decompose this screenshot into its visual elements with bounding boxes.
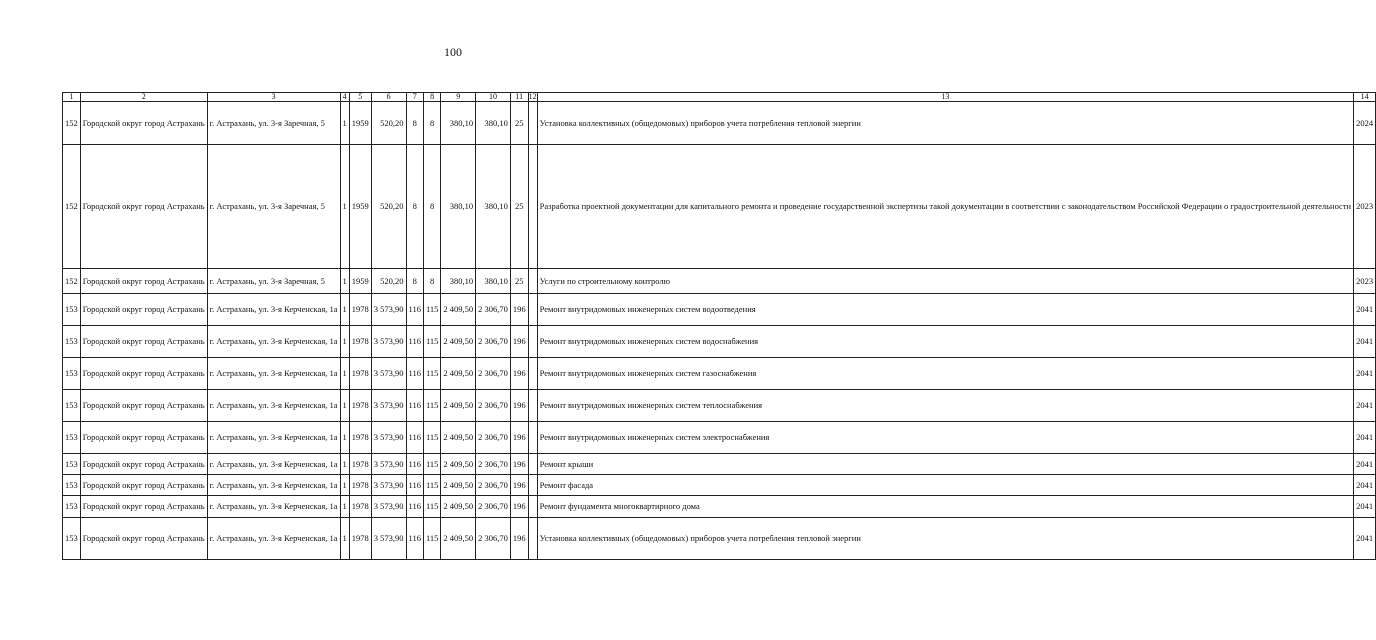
cell-work-type: Ремонт крыши [537, 454, 1353, 475]
cell-work-type: Разработка проектной документации для капитального ремонта и проведение государственной экспертизы такой документации в соответствии с законодательством Российской Федерации о градостроительной деятельности [537, 145, 1353, 269]
cell-col7: 116 [406, 390, 423, 422]
cell-col11: 25 [510, 269, 528, 294]
cell-plan-year: 2041 [1354, 326, 1376, 358]
cell-col12 [528, 475, 537, 496]
cell-col4: 1 [340, 518, 349, 560]
cell-row-number: 153 [63, 390, 81, 422]
cell-col11: 196 [510, 390, 528, 422]
cell-col11: 196 [510, 454, 528, 475]
cell-work-type: Ремонт внутридомовых инженерных систем водоотведения [537, 294, 1353, 326]
cell-row-number: 153 [63, 326, 81, 358]
cell-area: 520,20 [371, 145, 406, 269]
column-header: 10 [476, 93, 511, 102]
cell-build-year: 1978 [349, 358, 371, 390]
cell-row-number: 152 [63, 269, 81, 294]
cell-col7: 116 [406, 294, 423, 326]
cell-col7: 8 [406, 269, 423, 294]
cell-col9: 2 409,50 [441, 496, 476, 518]
cell-work-type: Установка коллективных (общедомовых) приборов учета потребления тепловой энергии [537, 102, 1353, 145]
column-header: 11 [510, 93, 528, 102]
cell-col10: 2 306,70 [476, 294, 511, 326]
table-row [63, 422, 1376, 454]
cell-col4: 1 [340, 390, 349, 422]
column-header: 2 [80, 93, 207, 102]
cell-col8: 115 [423, 454, 440, 475]
cell-col12 [528, 102, 537, 145]
cell-col10: 2 306,70 [476, 422, 511, 454]
cell-area: 3 573,90 [371, 422, 406, 454]
cell-address: г. Астрахань, ул. 3-я Заречная, 5 [207, 269, 340, 294]
cell-col9: 2 409,50 [441, 390, 476, 422]
cell-col4: 1 [340, 358, 349, 390]
cell-build-year: 1978 [349, 422, 371, 454]
cell-area: 520,20 [371, 102, 406, 145]
cell-municipality: Городской округ город Астрахань [80, 475, 207, 496]
cell-area: 520,20 [371, 269, 406, 294]
cell-col11: 196 [510, 326, 528, 358]
cell-plan-year: 2041 [1354, 454, 1376, 475]
cell-col12 [528, 454, 537, 475]
cell-row-number: 153 [63, 422, 81, 454]
cell-row-number: 153 [63, 294, 81, 326]
cell-municipality: Городской округ город Астрахань [80, 496, 207, 518]
cell-area: 3 573,90 [371, 358, 406, 390]
table-row [63, 145, 1376, 269]
column-header: 6 [371, 93, 406, 102]
cell-col12 [528, 358, 537, 390]
cell-municipality: Городской округ город Астрахань [80, 294, 207, 326]
cell-build-year: 1978 [349, 496, 371, 518]
table-row [63, 269, 1376, 294]
cell-col11: 196 [510, 294, 528, 326]
cell-address: г. Астрахань, ул. 3-я Керченская, 1а [207, 358, 340, 390]
cell-col9: 2 409,50 [441, 326, 476, 358]
cell-row-number: 153 [63, 358, 81, 390]
column-header: 5 [349, 93, 371, 102]
cell-plan-year: 2041 [1354, 518, 1376, 560]
cell-plan-year: 2023 [1354, 145, 1376, 269]
cell-col8: 115 [423, 358, 440, 390]
cell-col11: 196 [510, 518, 528, 560]
cell-area: 3 573,90 [371, 454, 406, 475]
cell-col11: 196 [510, 496, 528, 518]
cell-col7: 116 [406, 496, 423, 518]
cell-plan-year: 2041 [1354, 358, 1376, 390]
cell-work-type: Ремонт внутридомовых инженерных систем теплоснабжения [537, 390, 1353, 422]
cell-area: 3 573,90 [371, 518, 406, 560]
cell-row-number: 152 [63, 102, 81, 145]
cell-area: 3 573,90 [371, 294, 406, 326]
cell-build-year: 1959 [349, 102, 371, 145]
cell-address: г. Астрахань, ул. 3-я Заречная, 5 [207, 145, 340, 269]
cell-plan-year: 2023 [1354, 269, 1376, 294]
cell-col10: 2 306,70 [476, 390, 511, 422]
cell-address: г. Астрахань, ул. 3-я Керченская, 1а [207, 518, 340, 560]
cell-col12 [528, 294, 537, 326]
cell-col7: 116 [406, 454, 423, 475]
cell-col8: 115 [423, 496, 440, 518]
column-header: 7 [406, 93, 423, 102]
cell-area: 3 573,90 [371, 475, 406, 496]
cell-build-year: 1959 [349, 145, 371, 269]
column-header: 13 [537, 93, 1353, 102]
cell-municipality: Городской округ город Астрахань [80, 269, 207, 294]
table-row [63, 326, 1376, 358]
table-row [63, 358, 1376, 390]
table-row [63, 475, 1376, 496]
table-row [63, 390, 1376, 422]
cell-col10: 2 306,70 [476, 358, 511, 390]
cell-col7: 116 [406, 326, 423, 358]
cell-col7: 8 [406, 145, 423, 269]
cell-col10: 2 306,70 [476, 496, 511, 518]
cell-col12 [528, 518, 537, 560]
cell-col9: 2 409,50 [441, 475, 476, 496]
cell-plan-year: 2041 [1354, 496, 1376, 518]
cell-col10: 2 306,70 [476, 518, 511, 560]
cell-col8: 115 [423, 326, 440, 358]
cell-area: 3 573,90 [371, 390, 406, 422]
cell-address: г. Астрахань, ул. 3-я Керченская, 1а [207, 326, 340, 358]
cell-col4: 1 [340, 422, 349, 454]
cell-municipality: Городской округ город Астрахань [80, 102, 207, 145]
cell-row-number: 153 [63, 454, 81, 475]
cell-row-number: 153 [63, 496, 81, 518]
cell-col10: 380,10 [476, 102, 511, 145]
cell-work-type: Услуги по строительному контролю [537, 269, 1353, 294]
cell-municipality: Городской округ город Астрахань [80, 326, 207, 358]
table-row [63, 102, 1376, 145]
cell-plan-year: 2041 [1354, 475, 1376, 496]
cell-col11: 196 [510, 475, 528, 496]
cell-col7: 116 [406, 518, 423, 560]
cell-col8: 115 [423, 294, 440, 326]
cell-col8: 115 [423, 518, 440, 560]
cell-municipality: Городской округ город Астрахань [80, 518, 207, 560]
cell-col8: 115 [423, 422, 440, 454]
column-header: 9 [441, 93, 476, 102]
cell-col10: 380,10 [476, 145, 511, 269]
cell-col9: 2 409,50 [441, 454, 476, 475]
cell-municipality: Городской округ город Астрахань [80, 390, 207, 422]
cell-col10: 380,10 [476, 269, 511, 294]
cell-work-type: Установка коллективных (общедомовых) приборов учета потребления тепловой энергии [537, 518, 1353, 560]
cell-col9: 2 409,50 [441, 518, 476, 560]
cell-address: г. Астрахань, ул. 3-я Керченская, 1а [207, 454, 340, 475]
cell-build-year: 1978 [349, 294, 371, 326]
table-row [63, 294, 1376, 326]
cell-row-number: 153 [63, 475, 81, 496]
cell-address: г. Астрахань, ул. 3-я Керченская, 1а [207, 294, 340, 326]
cell-col4: 1 [340, 496, 349, 518]
cell-col11: 196 [510, 422, 528, 454]
cell-col9: 380,10 [441, 145, 476, 269]
cell-col12 [528, 326, 537, 358]
cell-col4: 1 [340, 326, 349, 358]
table-row [63, 518, 1376, 560]
cell-address: г. Астрахань, ул. 3-я Керченская, 1а [207, 496, 340, 518]
cell-col4: 1 [340, 102, 349, 145]
column-header: 14 [1354, 93, 1376, 102]
cell-col10: 2 306,70 [476, 326, 511, 358]
cell-municipality: Городской округ город Астрахань [80, 454, 207, 475]
cell-work-type: Ремонт внутридомовых инженерных систем электроснабжения [537, 422, 1353, 454]
column-header: 4 [340, 93, 349, 102]
column-header: 12 [528, 92, 537, 101]
cell-municipality: Городской округ город Астрахань [80, 145, 207, 269]
table-row [63, 496, 1376, 518]
capital-repair-table [62, 92, 1376, 560]
cell-col8: 115 [423, 475, 440, 496]
cell-col9: 2 409,50 [441, 294, 476, 326]
cell-area: 3 573,90 [371, 496, 406, 518]
cell-col10: 2 306,70 [476, 475, 511, 496]
cell-municipality: Городской округ город Астрахань [80, 422, 207, 454]
cell-col4: 1 [340, 145, 349, 269]
cell-work-type: Ремонт фундамента многоквартирного дома [537, 496, 1353, 518]
cell-col4: 1 [340, 475, 349, 496]
cell-address: г. Астрахань, ул. 3-я Керченская, 1а [207, 422, 340, 454]
cell-area: 3 573,90 [371, 326, 406, 358]
cell-plan-year: 2024 [1354, 102, 1376, 145]
cell-col9: 380,10 [441, 102, 476, 145]
cell-build-year: 1978 [349, 518, 371, 560]
cell-col12 [528, 390, 537, 422]
cell-row-number: 153 [63, 518, 81, 560]
cell-col12 [528, 496, 537, 518]
cell-col4: 1 [340, 269, 349, 294]
cell-col12 [528, 269, 537, 294]
column-number-row [63, 93, 1376, 102]
cell-col7: 116 [406, 358, 423, 390]
cell-col8: 8 [423, 269, 440, 294]
cell-col11: 25 [510, 102, 528, 145]
cell-build-year: 1978 [349, 475, 371, 496]
cell-address: г. Астрахань, ул. 3-я Керченская, 1а [207, 390, 340, 422]
cell-build-year: 1978 [349, 454, 371, 475]
cell-work-type: Ремонт внутридомовых инженерных систем водоснабжения [537, 326, 1353, 358]
cell-col7: 8 [406, 102, 423, 145]
cell-col10: 2 306,70 [476, 454, 511, 475]
cell-col4: 1 [340, 454, 349, 475]
cell-col9: 380,10 [441, 269, 476, 294]
cell-col4: 1 [340, 294, 349, 326]
cell-col8: 8 [423, 145, 440, 269]
cell-col8: 8 [423, 102, 440, 145]
column-header: 1 [63, 93, 81, 102]
cell-col9: 2 409,50 [441, 422, 476, 454]
cell-col7: 116 [406, 422, 423, 454]
cell-col12 [528, 422, 537, 454]
cell-address: г. Астрахань, ул. 3-я Заречная, 5 [207, 102, 340, 145]
cell-build-year: 1959 [349, 269, 371, 294]
cell-plan-year: 2041 [1354, 390, 1376, 422]
cell-col11: 196 [510, 358, 528, 390]
cell-row-number: 152 [63, 145, 81, 269]
cell-col7: 116 [406, 475, 423, 496]
column-header: 3 [207, 93, 340, 102]
cell-col8: 115 [423, 390, 440, 422]
cell-municipality: Городской округ город Астрахань [80, 358, 207, 390]
cell-build-year: 1978 [349, 390, 371, 422]
cell-col12 [528, 145, 537, 269]
table-row [63, 454, 1376, 475]
column-header: 8 [423, 93, 440, 102]
cell-work-type: Ремонт внутридомовых инженерных систем газоснабжения [537, 358, 1353, 390]
cell-col11: 25 [510, 145, 528, 269]
cell-address: г. Астрахань, ул. 3-я Керченская, 1а [207, 475, 340, 496]
cell-plan-year: 2041 [1354, 422, 1376, 454]
cell-col9: 2 409,50 [441, 358, 476, 390]
page-number: 100 [444, 45, 462, 59]
cell-plan-year: 2041 [1354, 294, 1376, 326]
cell-work-type: Ремонт фасада [537, 475, 1353, 496]
cell-build-year: 1978 [349, 326, 371, 358]
